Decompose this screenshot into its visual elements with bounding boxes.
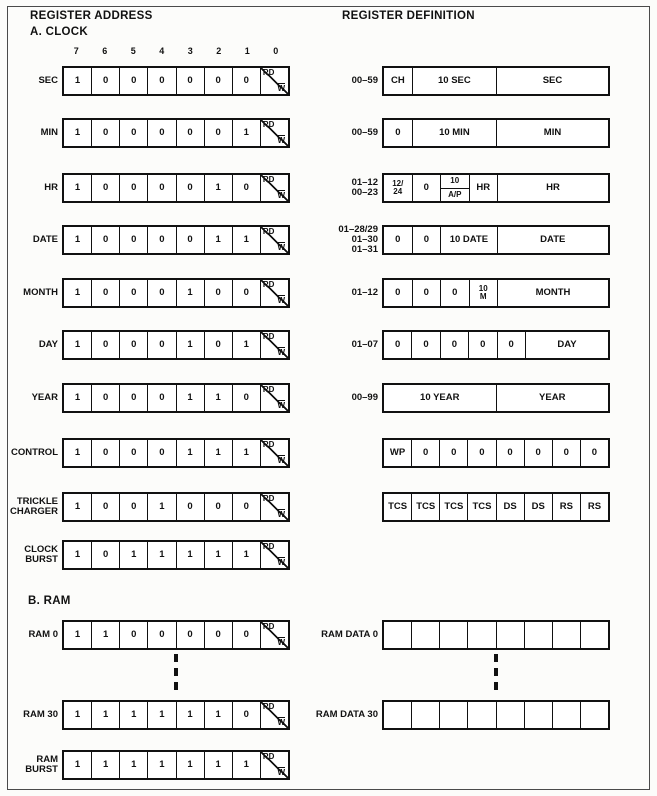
bit-value-cell: 1 — [204, 175, 232, 201]
bit-value-cell: 0 — [176, 227, 204, 253]
write-bar-label: $\overline{W}$ — [277, 638, 285, 647]
definition-field-cell: RS — [580, 494, 608, 520]
bit-value-cell: 1 — [91, 622, 119, 648]
bit-number-label: 3 — [187, 46, 193, 56]
rd-label: RD — [262, 702, 275, 711]
section-a-clock-header: A. CLOCK — [30, 26, 88, 38]
definition-range-label: 01–07 — [351, 339, 378, 350]
bit-value-cell: 0 — [147, 227, 175, 253]
definition-field-cell — [552, 702, 580, 728]
write-bar-label: $\overline{W}$ — [277, 348, 285, 357]
bit-value-cell: 1 — [176, 752, 204, 778]
section-b-ram-header: B. RAM — [28, 595, 71, 607]
bit-value-cell: 1 — [74, 75, 81, 87]
bit-value-cell: 0 — [119, 332, 147, 358]
rd-label: RD — [262, 68, 275, 77]
bit-value-cell: 1 — [147, 542, 175, 568]
bit-value-cell: 1 — [204, 702, 232, 728]
definition-field-cell — [524, 622, 552, 648]
write-bar-label: $\overline{W}$ — [277, 401, 285, 410]
bit-value-cell: 0 — [176, 120, 204, 146]
register-name-label: RAM 30 — [23, 708, 58, 720]
definition-field-cell — [467, 622, 495, 648]
definition-field-cell: 0 — [395, 234, 401, 246]
read-write-cell — [260, 227, 288, 253]
register-definition-box — [382, 330, 610, 360]
register-address-box — [62, 330, 290, 360]
bit-value-cell: 1 — [176, 332, 204, 358]
definition-field-cell: DS — [496, 494, 524, 520]
bit-value-cell: 0 — [232, 494, 260, 520]
register-definition-box — [382, 173, 610, 203]
definition-field-cell — [467, 702, 495, 728]
bit-value-cell: 1 — [232, 227, 260, 253]
bit-value-cell: 0 — [232, 175, 260, 201]
bit-number-labels — [62, 46, 290, 58]
bit-value-cell: 0 — [232, 280, 260, 306]
definition-field-cell: 10 DATE — [440, 227, 496, 253]
bit-value-cell: 1 — [74, 549, 81, 561]
register-definition-box — [382, 620, 610, 650]
definition-field-cell: DATE — [497, 227, 609, 253]
definition-field-cell: 0 — [411, 440, 439, 466]
bit-value-cell: 0 — [232, 68, 260, 94]
write-bar-label: $\overline{W}$ — [277, 136, 285, 145]
bit-value-cell: 0 — [176, 622, 204, 648]
register-address-box — [62, 278, 290, 308]
rd-label: RD — [262, 494, 275, 503]
bit-value-cell: 0 — [119, 440, 147, 466]
definition-field-cell: RS — [552, 494, 580, 520]
definition-range-label: RAM DATA 0 — [321, 629, 378, 640]
definition-field-cell: TCS — [411, 494, 439, 520]
bit-value-cell: 0 — [147, 120, 175, 146]
write-bar-label: $\overline{W}$ — [277, 84, 285, 93]
register-definition-box — [382, 118, 610, 148]
bit-value-cell: 1 — [74, 501, 81, 513]
definition-field-cell: 12/ 24 — [392, 178, 404, 196]
bit-value-cell: 0 — [119, 280, 147, 306]
register-name-label: CONTROL — [11, 446, 58, 458]
read-write-cell — [260, 752, 288, 778]
bit-value-cell: 0 — [204, 332, 232, 358]
bit-value-cell: 0 — [91, 175, 119, 201]
definition-field-cell: TCS — [467, 494, 495, 520]
register-name-label: RAM BURST — [25, 753, 58, 775]
bit-value-cell: 1 — [74, 392, 81, 404]
definition-field-cell: WP — [389, 447, 406, 459]
read-write-cell — [260, 175, 288, 201]
write-bar-label: $\overline{W}$ — [277, 191, 285, 200]
bit-value-cell: 0 — [176, 68, 204, 94]
bit-value-cell: 1 — [74, 127, 81, 139]
rd-label: RD — [262, 175, 275, 184]
bit-value-cell: 1 — [232, 752, 260, 778]
bit-value-cell: 0 — [204, 280, 232, 306]
bit-value-cell: 1 — [91, 752, 119, 778]
register-address-header: REGISTER ADDRESS — [30, 10, 153, 22]
read-write-cell — [260, 494, 288, 520]
bit-value-cell: 0 — [91, 494, 119, 520]
definition-field-cell: TCS — [439, 494, 467, 520]
definition-field-cell: 0 — [467, 440, 495, 466]
definition-field-cell: 0 — [412, 227, 441, 253]
rd-label: RD — [262, 542, 275, 551]
read-write-cell — [260, 702, 288, 728]
bit-value-cell: 0 — [232, 622, 260, 648]
definition-field-cell: YEAR — [496, 385, 609, 411]
read-write-cell — [260, 385, 288, 411]
bit-value-cell: 0 — [91, 332, 119, 358]
definition-field-cell: 0 — [395, 127, 401, 139]
definition-field-cell — [580, 622, 608, 648]
definition-field-cell: SEC — [496, 68, 608, 94]
definition-field-cell: 0 — [496, 440, 524, 466]
write-bar-label: $\overline{W}$ — [277, 456, 285, 465]
bit-value-cell: 0 — [119, 622, 147, 648]
bit-value-cell: 1 — [232, 332, 260, 358]
bit-value-cell: 0 — [91, 542, 119, 568]
bit-value-cell: 1 — [176, 280, 204, 306]
bit-value-cell: 0 — [232, 385, 260, 411]
bit-value-cell: 0 — [119, 385, 147, 411]
bit-value-cell: 1 — [204, 385, 232, 411]
read-write-cell — [260, 332, 288, 358]
definition-field-cell — [439, 702, 467, 728]
definition-field-cell — [384, 622, 411, 648]
read-write-cell — [260, 440, 288, 466]
bit-value-cell: 0 — [119, 120, 147, 146]
bit-value-cell: 0 — [204, 68, 232, 94]
definition-field-cell: 0 — [497, 332, 525, 358]
definition-field-cell — [496, 702, 524, 728]
register-address-box — [62, 438, 290, 468]
right-ellipsis-dots — [494, 654, 498, 696]
definition-field-cell: MIN — [496, 120, 608, 146]
bit-number-label: 5 — [130, 46, 136, 56]
register-definition-box — [382, 700, 610, 730]
bit-value-cell: 1 — [74, 234, 81, 246]
bit-value-cell: 1 — [204, 227, 232, 253]
definition-range-label: 01–28/29 01–30 01–31 — [338, 224, 378, 255]
register-definition-box — [382, 492, 610, 522]
definition-field-cell: MONTH — [497, 280, 608, 306]
register-name-label: MONTH — [23, 286, 58, 298]
definition-range-label: 00–59 — [351, 75, 378, 86]
definition-field-cell: 10 MIN — [412, 120, 496, 146]
bit-value-cell: 1 — [232, 120, 260, 146]
write-bar-label: $\overline{W}$ — [277, 718, 285, 727]
bit-value-cell: 0 — [119, 175, 147, 201]
register-definition-box — [382, 438, 610, 468]
definition-field-cell: 0 — [468, 332, 496, 358]
bit-value-cell: 1 — [147, 752, 175, 778]
register-name-label: MIN — [40, 126, 58, 138]
bit-value-cell: 0 — [91, 227, 119, 253]
rd-label: RD — [262, 332, 275, 341]
bit-value-cell: 0 — [204, 622, 232, 648]
bit-number-label: 2 — [216, 46, 222, 56]
definition-field-cell: 10 YEAR — [420, 392, 460, 404]
bit-value-cell: 0 — [204, 120, 232, 146]
definition-field-cell: 10 SEC — [412, 68, 496, 94]
bit-value-cell: 1 — [74, 339, 81, 351]
definition-split-cell — [440, 175, 469, 201]
bit-number-label: 7 — [73, 46, 79, 56]
split-cell-bottom: A/P — [448, 189, 462, 199]
bit-value-cell: 1 — [74, 447, 81, 459]
register-name-label: CLOCK BURST — [24, 543, 58, 565]
bit-value-cell: 0 — [119, 227, 147, 253]
bit-value-cell: 1 — [74, 287, 81, 299]
bit-value-cell: 0 — [176, 175, 204, 201]
register-address-box — [62, 66, 290, 96]
bit-number-label: 6 — [102, 46, 108, 56]
rd-label: RD — [262, 120, 275, 129]
bit-value-cell: 0 — [91, 120, 119, 146]
bit-number-label: 0 — [273, 46, 279, 56]
register-definition-box — [382, 66, 610, 96]
register-definition-box — [382, 383, 610, 413]
definition-range-label: 01–12 00–23 — [351, 177, 378, 198]
definition-range-label: 00–99 — [351, 392, 378, 403]
bit-number-label: 1 — [244, 46, 250, 56]
definition-field-cell: HR — [469, 175, 498, 201]
bit-value-cell: 1 — [232, 440, 260, 466]
register-name-label: RAM 0 — [28, 628, 58, 640]
bit-value-cell: 1 — [232, 542, 260, 568]
bit-value-cell: 1 — [176, 385, 204, 411]
definition-field-cell: 0 — [580, 440, 608, 466]
bit-value-cell: 0 — [91, 440, 119, 466]
rd-label: RD — [262, 440, 275, 449]
bit-value-cell: 0 — [119, 494, 147, 520]
bit-value-cell: 1 — [176, 440, 204, 466]
bit-value-cell: 0 — [147, 68, 175, 94]
bit-value-cell: 1 — [204, 752, 232, 778]
read-write-cell — [260, 68, 288, 94]
read-write-cell — [260, 120, 288, 146]
register-address-box — [62, 492, 290, 522]
rd-label: RD — [262, 227, 275, 236]
rd-label: RD — [262, 280, 275, 289]
bit-value-cell: 1 — [119, 542, 147, 568]
register-definition-header: REGISTER DEFINITION — [342, 10, 475, 22]
bit-value-cell: 0 — [147, 385, 175, 411]
bit-value-cell: 1 — [74, 759, 81, 771]
definition-field-cell: 0 — [439, 440, 467, 466]
definition-field-cell: 0 — [412, 175, 441, 201]
register-address-box — [62, 225, 290, 255]
read-write-cell — [260, 622, 288, 648]
register-address-box — [62, 540, 290, 570]
definition-field-cell — [384, 702, 411, 728]
register-address-box — [62, 750, 290, 780]
definition-field-cell — [524, 702, 552, 728]
bit-value-cell: 0 — [176, 494, 204, 520]
definition-range-label: RAM DATA 30 — [315, 709, 378, 720]
rd-label: RD — [262, 622, 275, 631]
definition-field-cell — [580, 702, 608, 728]
register-name-label: YEAR — [31, 391, 58, 403]
register-name-label: TRICKLE CHARGER — [9, 495, 58, 517]
register-address-box — [62, 173, 290, 203]
bit-value-cell: 0 — [147, 332, 175, 358]
definition-field-cell: DAY — [525, 332, 608, 358]
definition-field-cell — [496, 622, 524, 648]
definition-field-cell: 0 — [395, 339, 401, 351]
definition-range-label: 01–12 — [351, 287, 378, 298]
bit-value-cell: 1 — [204, 440, 232, 466]
write-bar-label: $\overline{W}$ — [277, 768, 285, 777]
definition-field-cell — [552, 622, 580, 648]
bit-value-cell: 1 — [74, 709, 81, 721]
read-write-cell — [260, 542, 288, 568]
bit-value-cell: 1 — [176, 702, 204, 728]
register-name-label: DATE — [32, 233, 58, 245]
definition-field-cell: 0 — [395, 287, 401, 299]
register-definition-box — [382, 225, 610, 255]
bit-value-cell: 0 — [204, 494, 232, 520]
bit-value-cell: 1 — [147, 494, 175, 520]
bit-value-cell: 0 — [232, 702, 260, 728]
write-bar-label: $\overline{W}$ — [277, 510, 285, 519]
bit-value-cell: 0 — [147, 622, 175, 648]
definition-field-cell — [411, 622, 439, 648]
bit-value-cell: 1 — [119, 702, 147, 728]
definition-range-label: 00–59 — [351, 127, 378, 138]
bit-value-cell: 0 — [147, 175, 175, 201]
definition-field-cell — [411, 702, 439, 728]
bit-value-cell: 0 — [91, 280, 119, 306]
register-address-box — [62, 620, 290, 650]
definition-field-cell: TCS — [388, 501, 408, 513]
definition-field-cell: 0 — [412, 280, 441, 306]
register-name-label: HR — [44, 181, 58, 193]
bit-value-cell: 0 — [119, 68, 147, 94]
definition-field-cell: CH — [391, 75, 405, 87]
definition-field-cell: 0 — [411, 332, 439, 358]
read-write-cell — [260, 280, 288, 306]
bit-value-cell: 0 — [91, 385, 119, 411]
bit-value-cell: 1 — [147, 702, 175, 728]
bit-value-cell: 0 — [147, 280, 175, 306]
register-address-box — [62, 383, 290, 413]
definition-field-cell: DS — [524, 494, 552, 520]
bit-value-cell: 1 — [74, 182, 81, 194]
bit-value-cell: 0 — [147, 440, 175, 466]
definition-field-cell: HR — [497, 175, 608, 201]
register-name-label: SEC — [38, 74, 58, 86]
bit-value-cell: 1 — [119, 752, 147, 778]
bit-value-cell: 1 — [91, 702, 119, 728]
write-bar-label: $\overline{W}$ — [277, 243, 285, 252]
write-bar-label: $\overline{W}$ — [277, 296, 285, 305]
split-cell-top: 10 — [441, 175, 469, 189]
register-definition-box — [382, 278, 610, 308]
bit-value-cell: 1 — [176, 542, 204, 568]
bit-value-cell: 0 — [91, 68, 119, 94]
bit-value-cell: 1 — [74, 629, 81, 641]
definition-field-cell — [439, 622, 467, 648]
definition-field-cell: 10 M — [469, 280, 498, 306]
write-bar-label: $\overline{W}$ — [277, 558, 285, 567]
left-ellipsis-dots — [174, 654, 178, 696]
definition-field-cell: 0 — [552, 440, 580, 466]
bit-value-cell: 1 — [204, 542, 232, 568]
definition-field-cell: 0 — [440, 332, 468, 358]
definition-field-cell: 0 — [524, 440, 552, 466]
definition-field-cell: 0 — [440, 280, 469, 306]
register-address-box — [62, 118, 290, 148]
bit-number-label: 4 — [159, 46, 165, 56]
register-name-label: DAY — [38, 338, 58, 350]
rd-label: RD — [262, 752, 275, 761]
rd-label: RD — [262, 385, 275, 394]
register-address-box — [62, 700, 290, 730]
